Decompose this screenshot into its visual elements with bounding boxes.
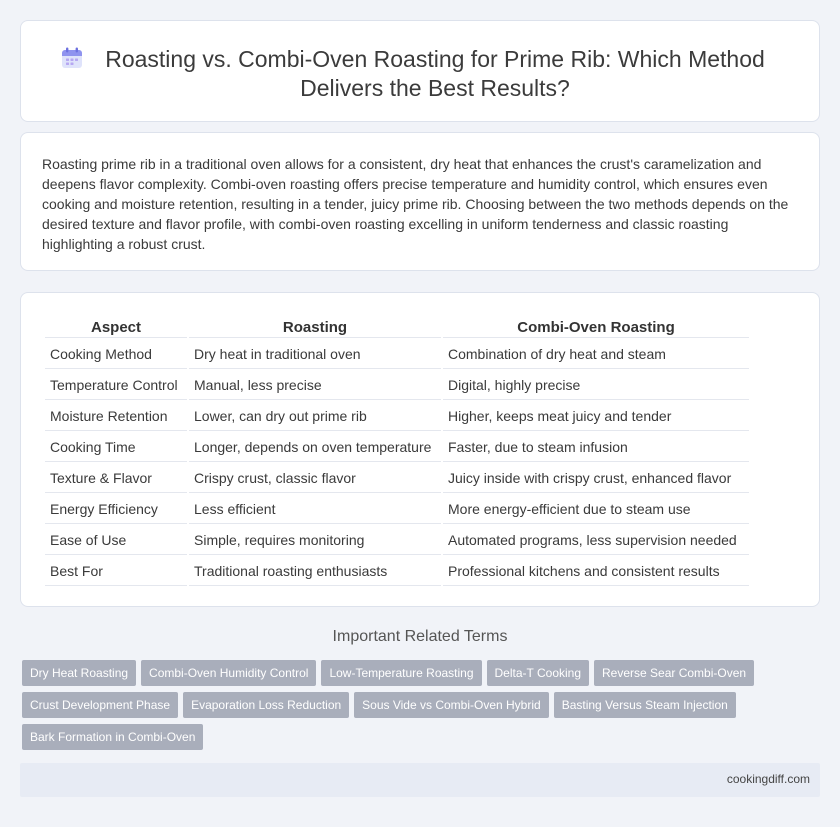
- table-row: [45, 340, 749, 369]
- table-header-row: [45, 318, 749, 338]
- footer-site-link[interactable]: cookingdiff.com: [726, 772, 810, 786]
- comparison-table-card: [20, 292, 820, 607]
- comparison-table: [43, 316, 751, 588]
- related-term-tag[interactable]: Combi-Oven Humidity Control: [141, 660, 316, 686]
- aspect-cell: Moisture Retention: [45, 402, 187, 431]
- aspect-cell: Temperature Control: [45, 371, 187, 400]
- roasting-cell: Traditional roasting enthusiasts: [189, 557, 441, 586]
- roasting-cell: Lower, can dry out prime rib: [189, 402, 441, 431]
- roasting-cell: Longer, depends on oven temperature: [189, 433, 441, 462]
- related-term-tag[interactable]: Dry Heat Roasting: [22, 660, 136, 686]
- combi-cell: Professional kitchens and consistent results: [443, 557, 749, 586]
- related-term-tag[interactable]: Delta-T Cooking: [487, 660, 589, 686]
- related-term-tag[interactable]: Sous Vide vs Combi-Oven Hybrid: [354, 692, 549, 718]
- title-card: [20, 20, 820, 122]
- combi-cell: More energy-efficient due to steam use: [443, 495, 749, 524]
- aspect-cell: Texture & Flavor: [45, 464, 187, 493]
- combi-cell: Higher, keeps meat juicy and tender: [443, 402, 749, 431]
- header-roasting: Roasting: [189, 318, 441, 338]
- aspect-cell: Cooking Method: [45, 340, 187, 369]
- related-term-tag[interactable]: Low-Temperature Roasting: [321, 660, 481, 686]
- combi-cell: Digital, highly precise: [443, 371, 749, 400]
- related-terms-list: [22, 660, 818, 756]
- table-row: [45, 402, 749, 431]
- aspect-cell: Energy Efficiency: [45, 495, 187, 524]
- aspect-cell: Cooking Time: [45, 433, 187, 462]
- summary-card: [20, 132, 820, 271]
- roasting-cell: Less efficient: [189, 495, 441, 524]
- combi-cell: Juicy inside with crispy crust, enhanced flavor: [443, 464, 749, 493]
- roasting-cell: Dry heat in traditional oven: [189, 340, 441, 369]
- related-term-tag[interactable]: Basting Versus Steam Injection: [554, 692, 736, 718]
- table-row: [45, 495, 749, 524]
- related-term-tag[interactable]: Crust Development Phase: [22, 692, 178, 718]
- footer: [20, 763, 820, 797]
- table-row: [45, 464, 749, 493]
- roasting-cell: Simple, requires monitoring: [189, 526, 441, 555]
- related-term-tag[interactable]: Bark Formation in Combi-Oven: [22, 724, 203, 750]
- page-title: Roasting vs. Combi-Oven Roasting for Prime Rib: Which Method Delivers the Best Results?: [105, 46, 765, 101]
- table-row: [45, 371, 749, 400]
- table-row: [45, 557, 749, 586]
- header-aspect: Aspect: [45, 318, 187, 338]
- table-row: [45, 433, 749, 462]
- roasting-cell: Manual, less precise: [189, 371, 441, 400]
- table-row: [45, 526, 749, 555]
- related-term-tag[interactable]: Reverse Sear Combi-Oven: [594, 660, 754, 686]
- aspect-cell: Ease of Use: [45, 526, 187, 555]
- header-combi-oven: Combi-Oven Roasting: [443, 318, 749, 338]
- combi-cell: Automated programs, less supervision needed: [443, 526, 749, 555]
- related-term-tag[interactable]: Evaporation Loss Reduction: [183, 692, 349, 718]
- roasting-cell: Crispy crust, classic flavor: [189, 464, 441, 493]
- combi-cell: Faster, due to steam infusion: [443, 433, 749, 462]
- summary-text: Roasting prime rib in a traditional oven allows for a consistent, dry heat that enhances the crust's caramelization and deepens flavor complexity. Combi-oven roasting offers precise temperature and humidity control, which ensures even cooking and moisture retention, resulting in a tender, juicy prime rib. Choosing between the two methods depends on the desired texture and flavor profile, with combi-oven roasting excelling in uniform tenderness and classic roasting highlighting a robust crust.: [42, 156, 789, 252]
- aspect-cell: Best For: [45, 557, 187, 586]
- combi-cell: Combination of dry heat and steam: [443, 340, 749, 369]
- related-terms-title: Important Related Terms: [332, 628, 508, 645]
